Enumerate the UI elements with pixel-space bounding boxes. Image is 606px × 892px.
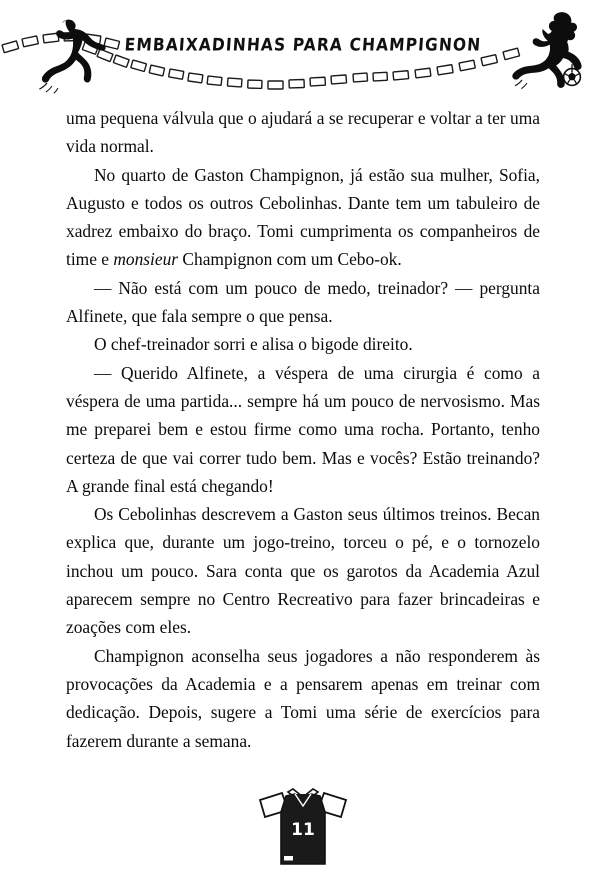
paragraph-2 <box>66 161 540 274</box>
page-number: 11 <box>291 820 315 840</box>
paragraph-4: O chef-treinador sorri e alisa o bigode direito. <box>94 334 413 355</box>
page-body-text <box>66 104 540 755</box>
chapter-title: EMBAIXADINHAS PARA CHAMPIGNON <box>123 34 482 56</box>
page-header <box>0 0 606 100</box>
paragraph-6: Os Cebolinhas descrevem a Gaston seus últimos treinos. Becan explica que, durante um jogo-treino, torceu o pé, e o tornozelo inchou um pouco. Sara conta que os garotos da Academia Azul aparecem sempre no Centro Recreativo para fazer brincadeiras e zoações com eles. <box>66 504 540 638</box>
paragraph-2-part-a: No quarto de Gaston Champignon, já estão sua mulher, Sofia, Augusto e todos os outros Cebolinhas. Dante tem um tabuleiro de xadrez embaixo do braço. Tomi cumprimenta os companheiros de time e <box>66 164 540 270</box>
paragraph-2-italic-word: monsieur <box>113 249 179 270</box>
page-number-jersey <box>255 782 351 870</box>
paragraph-2-part-b: Champignon com um Cebo-ok. <box>178 249 402 270</box>
page-footer <box>0 782 606 878</box>
paragraph-7: Champignon aconselha seus jogadores a não responderem às provocações da Academia e a pensarem apenas em treinar com dedicação. Depois, sugere a Tomi uma série de exercícios para fazerem durante a semana. <box>66 645 540 751</box>
paragraph-3: — Não está com um pouco de medo, treinador? — pergunta Alfinete, que fala sempre o que pensa. <box>66 277 540 327</box>
soccer-jersey-icon <box>255 782 351 870</box>
running-player-silhouette-icon <box>39 20 105 94</box>
paragraph-5: — Querido Alfinete, a véspera de uma cirurgia é como a véspera de uma partida... sempre há um pouco de nervosismo. Mas me preparei bem e estou firme como uma rocha. Portanto, tenho certeza de que vai correr tudo bem. Mas e vocês? Estão treinando? A grande final está chegando! <box>66 362 540 496</box>
paragraph-1: uma pequena válvula que o ajudará a se recuperar e voltar a ter uma vida normal. <box>66 108 540 157</box>
